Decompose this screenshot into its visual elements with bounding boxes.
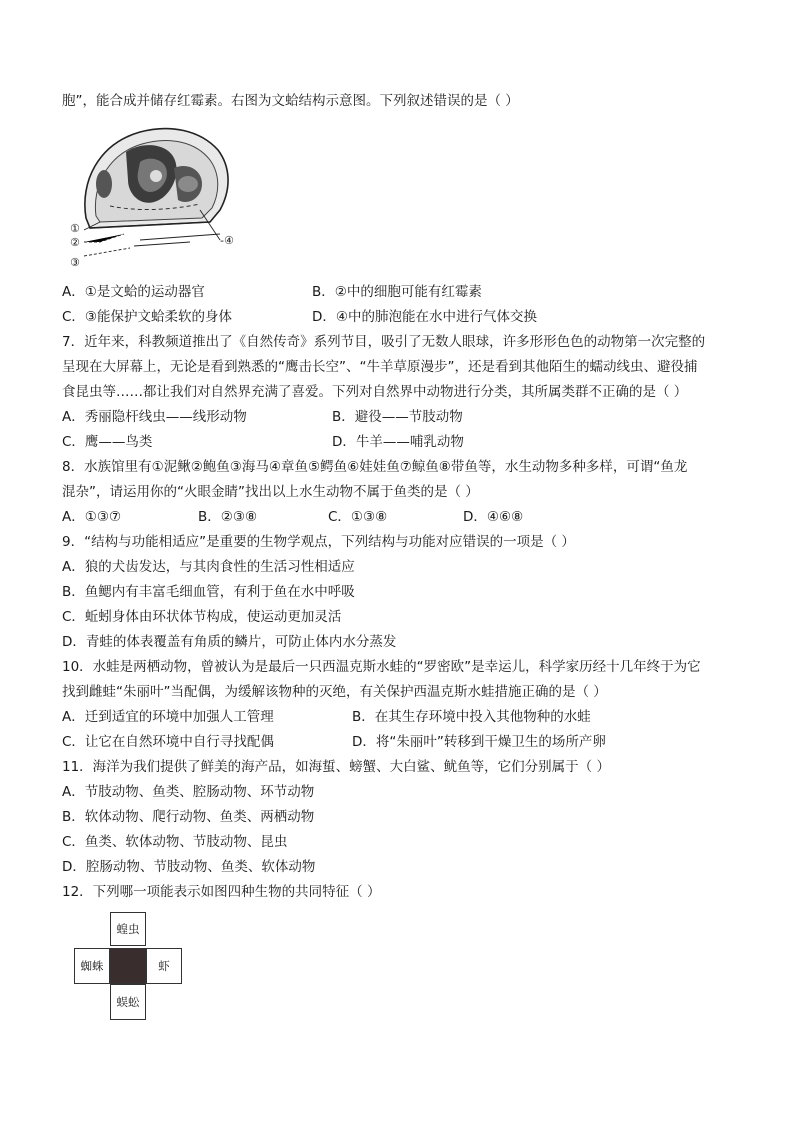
q9-option-c[interactable]: C．蚯蚓身体由环状体节构成，使运动更加灵活	[62, 609, 342, 625]
fig-label-2: ②	[70, 236, 80, 249]
q8-option-b[interactable]: B．②③⑧	[198, 509, 258, 525]
q6-option-b[interactable]: B．②中的细胞可能有红霉素	[312, 284, 482, 300]
q7-stem-line-1: 7．近年来，科教频道推出了《自然传奇》系列节目，吸引了无数人眼球，许多形形色色的动物第一次完整的	[62, 334, 706, 350]
q9-option-a[interactable]: A．狼的犬齿发达，与其肉食性的生活习性相适应	[62, 559, 355, 575]
q11-option-a[interactable]: A．节肢动物、鱼类、腔肠动物、环节动物	[62, 784, 315, 800]
q9-option-b[interactable]: B．鱼鳃内有丰富毛细血管，有利于鱼在水中呼吸	[62, 584, 355, 600]
q9-stem: 9．“结构与功能相适应”是重要的生物学观点，下列结构与功能对应错误的一项是（ ）	[62, 534, 575, 550]
four-organisms-figure	[74, 912, 184, 1024]
q8-option-c[interactable]: C．①③⑧	[328, 509, 388, 525]
q11-stem: 11．海洋为我们提供了鲜美的海产品，如海蜇、螃蟹、大白鲨、鱿鱼等，它们分别属于（ ）	[62, 759, 610, 775]
q11-option-d[interactable]: D．腔肠动物、节肢动物、鱼类、软体动物	[62, 859, 316, 875]
q12-stem: 12．下列哪一项能表示如图四种生物的共同特征（ ）	[62, 884, 381, 900]
q10-option-a[interactable]: A．迁到适宜的环境中加强人工管理	[62, 709, 274, 725]
fig-label-3: ③	[70, 256, 80, 269]
cell-left: 蜘蛛	[74, 948, 110, 984]
q10-option-d[interactable]: D．将“朱丽叶”转移到干燥卫生的场所产卵	[352, 734, 606, 750]
q7-option-b[interactable]: B．避役——节肢动物	[332, 409, 463, 425]
q10-stem-line-1: 10．水蛙是两栖动物，曾被认为是最后一只西温克斯水蛙的“罗密欧”是幸运儿，科学家历经十几年终于为它	[62, 659, 701, 675]
cell-right: 虾	[146, 948, 182, 984]
q8-stem-line-2: 混杂”，请运用你的“火眼金睛”找出以上水生动物不属于鱼类的是（ ）	[62, 484, 479, 500]
q6-option-d[interactable]: D．④中的肺泡能在水中进行气体交换	[312, 309, 537, 325]
q7-stem-line-3: 食昆虫等……都让我们对自然界充满了喜爱。下列对自然界中动物进行分类，其所属类群不正确的是（ ）	[62, 384, 688, 400]
q6-option-a[interactable]: A．①是文蛤的运动器官	[62, 284, 205, 300]
q7-option-d[interactable]: D．牛羊——哺乳动物	[332, 434, 464, 450]
fig-label-1: ①	[70, 222, 80, 235]
q8-stem-line-1: 8．水族馆里有①泥鳅②鲍鱼③海马④章鱼⑤鳄鱼⑥娃娃鱼⑦鲸鱼⑧带鱼等，水生动物多种多样，可谓“鱼龙	[62, 459, 688, 475]
q8-option-a[interactable]: A．①③⑦	[62, 509, 122, 525]
q9-option-d[interactable]: D．青蛙的体表覆盖有角质的鳞片，可防止体内水分蒸发	[62, 634, 397, 650]
clam-structure-figure	[70, 122, 270, 272]
fig-label-4: -④	[220, 234, 234, 247]
q7-option-a[interactable]: A．秀丽隐杆线虫——线形动物	[62, 409, 247, 425]
cell-center	[110, 948, 146, 984]
cell-bottom: 蜈蚣	[110, 984, 146, 1020]
q8-option-d[interactable]: D．④⑥⑧	[463, 509, 524, 525]
q6-option-c[interactable]: C．③能保护文蛤柔软的身体	[62, 309, 233, 325]
q7-option-c[interactable]: C．鹰——鸟类	[62, 434, 153, 450]
q7-stem-line-2: 呈现在大屏幕上，无论是看到熟悉的“鹰击长空”、“牛羊草原漫步”，还是看到其他陌生的蠕动线虫、避役捕	[62, 359, 698, 375]
cell-top: 蝗虫	[110, 912, 146, 946]
q10-option-c[interactable]: C．让它在自然环境中自行寻找配偶	[62, 734, 274, 750]
q6-stem: 胞”，能合成并储存红霉素。右图为文蛤结构示意图。下列叙述错误的是（ ）	[62, 93, 519, 109]
q10-option-b[interactable]: B．在其生存环境中投入其他物种的水蛙	[352, 709, 591, 725]
q11-option-b[interactable]: B．软体动物、爬行动物、鱼类、两栖动物	[62, 809, 315, 825]
q10-stem-line-2: 找到雌蛙“朱丽叶”当配偶，为缓解该物种的灭绝，有关保护西温克斯水蛙措施正确的是（ ）	[62, 684, 607, 700]
q11-option-c[interactable]: C．鱼类、软体动物、节肢动物、昆虫	[62, 834, 288, 850]
